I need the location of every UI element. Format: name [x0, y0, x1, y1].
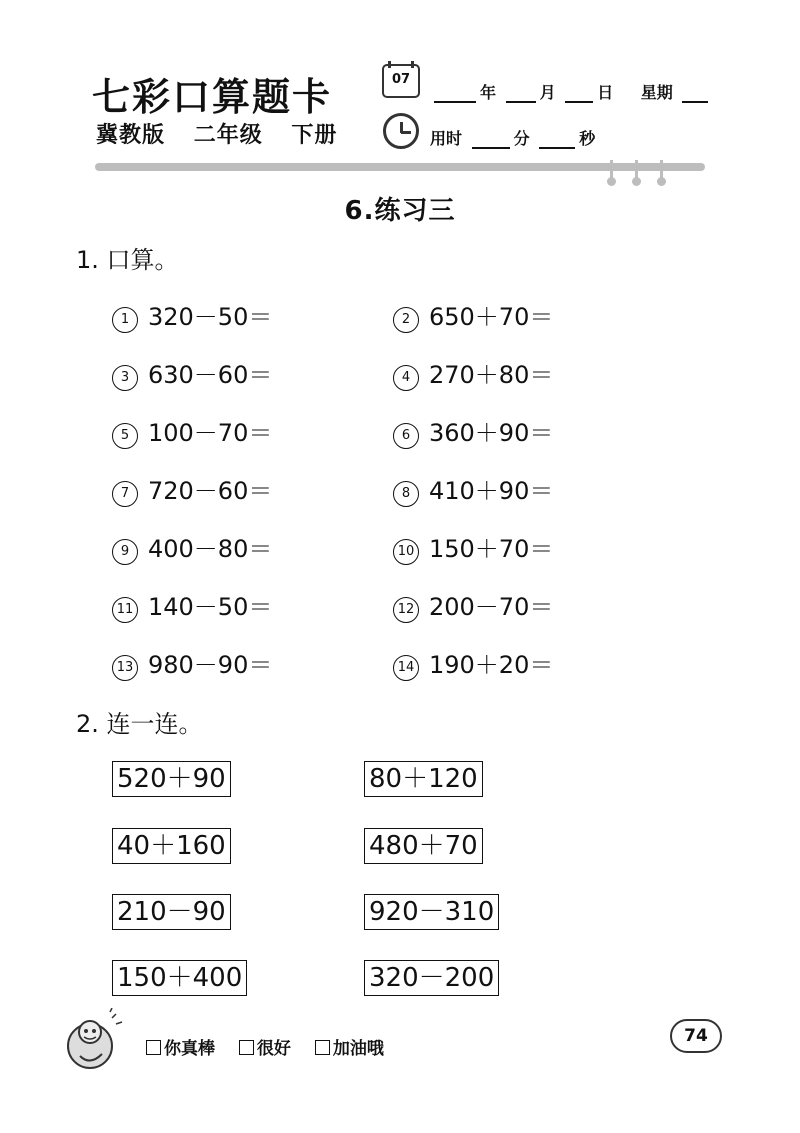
problem-6	[393, 413, 553, 449]
problem-expression: 320－50＝	[148, 303, 273, 331]
problem-number: 2	[393, 307, 419, 333]
self-evaluation	[146, 1034, 402, 1059]
problem-5	[112, 413, 272, 449]
problem-number: 3	[112, 365, 138, 391]
time-used-label: 用时	[430, 129, 463, 148]
clock-icon	[383, 113, 419, 149]
problem-number: 12	[393, 597, 419, 623]
date-fill-line	[430, 80, 712, 103]
question-2-label: 2. 连一连。	[76, 710, 203, 738]
eval-label: 加油哦	[332, 1039, 384, 1059]
problem-number: 4	[393, 365, 419, 391]
brand-title: 七彩口算题卡	[92, 74, 333, 119]
problem-expression: 410＋90＝	[429, 477, 554, 505]
weekday-label: 星期	[640, 83, 673, 102]
checkbox-icon[interactable]	[315, 1040, 330, 1055]
minutes-label: 分	[513, 129, 530, 148]
question-1-label: 1. 口算。	[76, 246, 179, 274]
section-title: 6.练习三	[344, 196, 456, 226]
time-fill-line	[430, 126, 595, 149]
year-blank[interactable]	[434, 85, 476, 103]
problem-expression: 630－60＝	[148, 361, 273, 389]
problem-2	[393, 297, 553, 333]
match-left-3[interactable]: 210－90	[112, 894, 231, 930]
problem-expression: 720－60＝	[148, 477, 273, 505]
edition-grade: 二年级	[193, 123, 263, 148]
problem-number: 13	[112, 655, 138, 681]
problem-number: 5	[112, 423, 138, 449]
problem-8	[393, 471, 553, 507]
problem-expression: 980－90＝	[148, 651, 273, 679]
month-label: 月	[539, 83, 556, 102]
problem-7	[112, 471, 272, 507]
problem-number: 1	[112, 307, 138, 333]
match-right-1[interactable]: 80＋120	[364, 761, 483, 797]
checkbox-icon[interactable]	[146, 1040, 161, 1055]
divider-tick	[635, 160, 638, 182]
match-right-3[interactable]: 920－310	[364, 894, 499, 930]
match-left-1[interactable]: 520＋90	[112, 761, 231, 797]
calendar-icon	[382, 64, 420, 98]
divider-tick	[610, 160, 613, 182]
problem-expression: 100－70＝	[148, 419, 273, 447]
year-label: 年	[480, 83, 497, 102]
problem-13	[112, 645, 272, 681]
problem-12	[393, 587, 553, 623]
problem-expression: 190＋20＝	[429, 651, 554, 679]
match-left-2[interactable]: 40＋160	[112, 828, 231, 864]
match-right-2[interactable]: 480＋70	[364, 828, 483, 864]
edition-info	[96, 118, 357, 149]
problem-4	[393, 355, 553, 391]
header-divider	[95, 163, 705, 171]
problem-expression: 650＋70＝	[429, 303, 554, 331]
problem-expression: 140－50＝	[148, 593, 273, 621]
problem-number: 14	[393, 655, 419, 681]
divider-tick	[660, 160, 663, 182]
problem-3	[112, 355, 272, 391]
eval-label: 很好	[256, 1039, 291, 1059]
day-blank[interactable]	[565, 85, 593, 103]
eval-label: 你真棒	[164, 1039, 215, 1059]
weekday-blank[interactable]	[682, 85, 708, 103]
edition-publisher: 冀教版	[96, 123, 166, 148]
problem-14	[393, 645, 553, 681]
eval-option-keep-going[interactable]	[315, 1039, 384, 1059]
problem-number: 6	[393, 423, 419, 449]
minutes-blank[interactable]	[472, 131, 510, 149]
problem-number: 11	[112, 597, 138, 623]
match-left-4[interactable]: 150＋400	[112, 960, 247, 996]
seconds-blank[interactable]	[539, 131, 575, 149]
problem-expression: 360＋90＝	[429, 419, 554, 447]
problem-1	[112, 297, 272, 333]
problem-11	[112, 587, 272, 623]
problem-9	[112, 529, 272, 565]
day-label: 日	[597, 83, 614, 102]
checkbox-icon[interactable]	[239, 1040, 254, 1055]
problem-number: 8	[393, 481, 419, 507]
page-number: 74	[670, 1019, 722, 1053]
problem-expression: 400－80＝	[148, 535, 273, 563]
problem-number: 10	[393, 539, 419, 565]
problem-expression: 200－70＝	[429, 593, 554, 621]
problem-10	[393, 529, 553, 565]
problem-number: 9	[112, 539, 138, 565]
eval-option-good[interactable]	[239, 1039, 291, 1059]
month-blank[interactable]	[506, 85, 536, 103]
problem-expression: 270＋80＝	[429, 361, 554, 389]
seconds-label: 秒	[579, 129, 596, 148]
match-right-4[interactable]: 320－200	[364, 960, 499, 996]
problem-expression: 150＋70＝	[429, 535, 554, 563]
calendar-day: 07	[391, 72, 411, 87]
edition-volume: 下册	[291, 123, 338, 148]
mascot-icon	[60, 1008, 130, 1078]
eval-option-great[interactable]	[146, 1039, 215, 1059]
problem-number: 7	[112, 481, 138, 507]
